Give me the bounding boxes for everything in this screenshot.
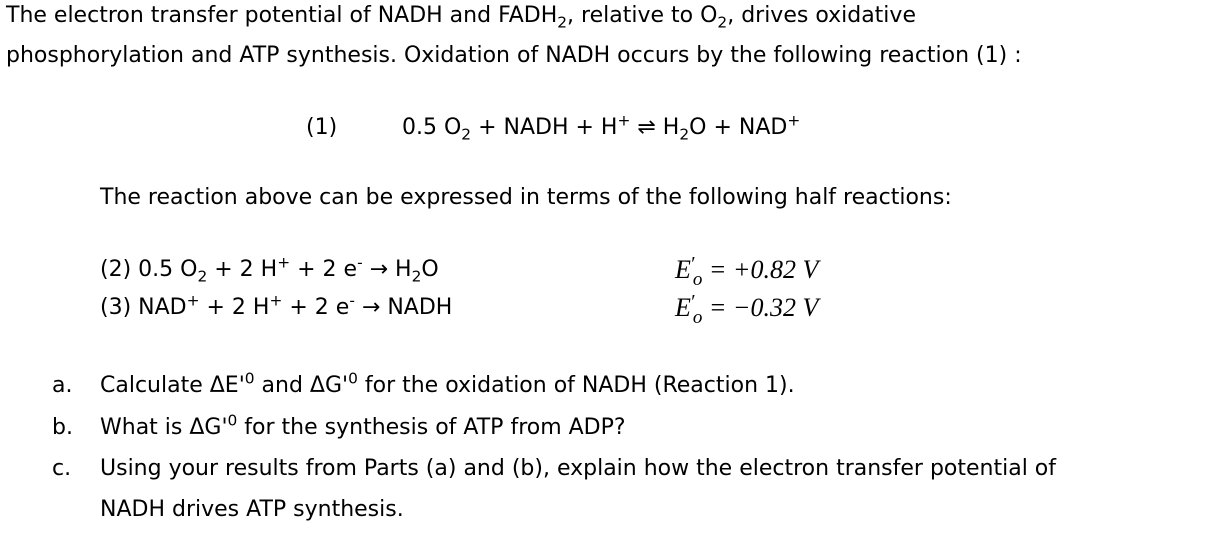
potential-value-3: = −0.32 V: [702, 293, 819, 322]
question-b-text: [100, 411, 626, 442]
potential-symbol-3: [675, 291, 703, 328]
half-reaction-3-sup-c: -: [349, 291, 355, 310]
intro-line-1-sub-a: 2: [557, 13, 568, 32]
reaction-1-sub-a: 2: [461, 125, 472, 144]
potential-value-2: = +0.82 V: [702, 255, 819, 284]
half-reaction-2-sup-c: -: [357, 253, 363, 272]
potential-e-2: E: [675, 255, 691, 284]
half-reaction-2-part-c: + 2 e: [290, 257, 358, 282]
intro-line-1: [6, 2, 916, 30]
potential-sub-2: o: [692, 269, 703, 290]
intro-line-2: phosphorylation and ATP synthesis. Oxidation of NADH occurs by the following reaction (1) :: [6, 43, 1022, 68]
half-reaction-2-sup-b: +: [277, 253, 291, 272]
reaction-1-part-b: + NADH + H: [471, 115, 618, 140]
question-a-part-3: for the oxidation of NADH (Reaction 1).: [357, 373, 795, 398]
reaction-1-equation: [402, 111, 801, 144]
question-c-line-1: Using your results from Parts (a) and (b), explain how the electron transfer potential of: [100, 456, 1057, 481]
question-a-label: a.: [52, 373, 73, 398]
reaction-1-number: (1): [306, 115, 338, 140]
question-c-continuation: NADH drives ATP synthesis.: [100, 497, 404, 522]
potential-e-3: E: [675, 293, 691, 322]
half-reaction-3-part-b: + 2 H: [199, 295, 270, 320]
question-a-sup-2: 0: [348, 369, 358, 388]
half-reaction-3-equation: [100, 291, 453, 322]
potential-symbol-2: [675, 253, 703, 290]
question-b-sup-1: 0: [227, 411, 238, 430]
question-c-label: c.: [52, 456, 72, 481]
half-reaction-2-arrow: →: [362, 257, 396, 282]
half-reaction-3-part-c: + 2 e: [282, 295, 350, 320]
reaction-1: [306, 111, 1006, 144]
reaction-1-sub-c: 2: [679, 125, 690, 144]
half-reaction-2-part-a: (2) 0.5 O: [100, 257, 198, 282]
reaction-1-part-a: 0.5 O: [402, 115, 462, 140]
intro-line-1-sub-b: 2: [717, 13, 728, 32]
half-reaction-3: [100, 291, 1000, 328]
half-reaction-3-part-a: (3) NAD: [100, 295, 187, 320]
reaction-1-sup-b: +: [617, 111, 631, 130]
intro-line-1-part-b: , relative to O: [567, 3, 718, 28]
question-a-part-2: and ΔG': [254, 373, 349, 398]
intro-line-1-part-a: The electron transfer potential of NADH and FADH: [6, 3, 558, 28]
intro-line-1-part-c: , drives oxidative: [727, 3, 916, 28]
half-reaction-2-sub-a: 2: [197, 267, 208, 286]
question-a-text: [100, 369, 795, 400]
potential-prime-2: ′: [690, 253, 695, 275]
half-reaction-2-equation: [100, 253, 439, 286]
potential-prime-3: ′: [690, 291, 695, 313]
half-reaction-3-part-d: NADH: [387, 295, 453, 320]
reaction-1-sup-d: +: [787, 111, 801, 130]
half-reaction-3-sup-a: +: [186, 291, 200, 310]
half-reactions-intro: The reaction above can be expressed in terms of the following half reactions:: [100, 185, 952, 210]
half-reaction-3-sup-b: +: [269, 291, 283, 310]
half-reaction-2-part-d: H: [395, 257, 412, 282]
half-reaction-2-sub-d: 2: [411, 267, 422, 286]
question-b-part-2: for the synthesis of ATP from ADP?: [237, 415, 626, 440]
half-reaction-3-potential: [675, 291, 819, 328]
half-reaction-2-part-e: O: [421, 257, 439, 282]
potential-sub-3: o: [692, 307, 703, 328]
question-a-sup-1: 0: [244, 369, 255, 388]
question-a: [52, 369, 1202, 402]
half-reaction-2-part-b: + 2 H: [207, 257, 278, 282]
half-reaction-2-potential: [675, 253, 819, 290]
half-reaction-2: [100, 253, 1000, 290]
question-c: [52, 455, 1202, 485]
question-b-part-1: What is ΔG': [100, 415, 228, 440]
reaction-1-part-c: H: [662, 115, 680, 140]
question-b-label: b.: [52, 415, 73, 440]
question-b: [52, 411, 1202, 444]
half-reaction-3-arrow: →: [354, 295, 388, 320]
reaction-1-arrow: ⇌: [630, 115, 663, 140]
reaction-1-part-d: O + NAD: [689, 115, 788, 140]
question-a-part-1: Calculate ΔE': [100, 373, 245, 398]
